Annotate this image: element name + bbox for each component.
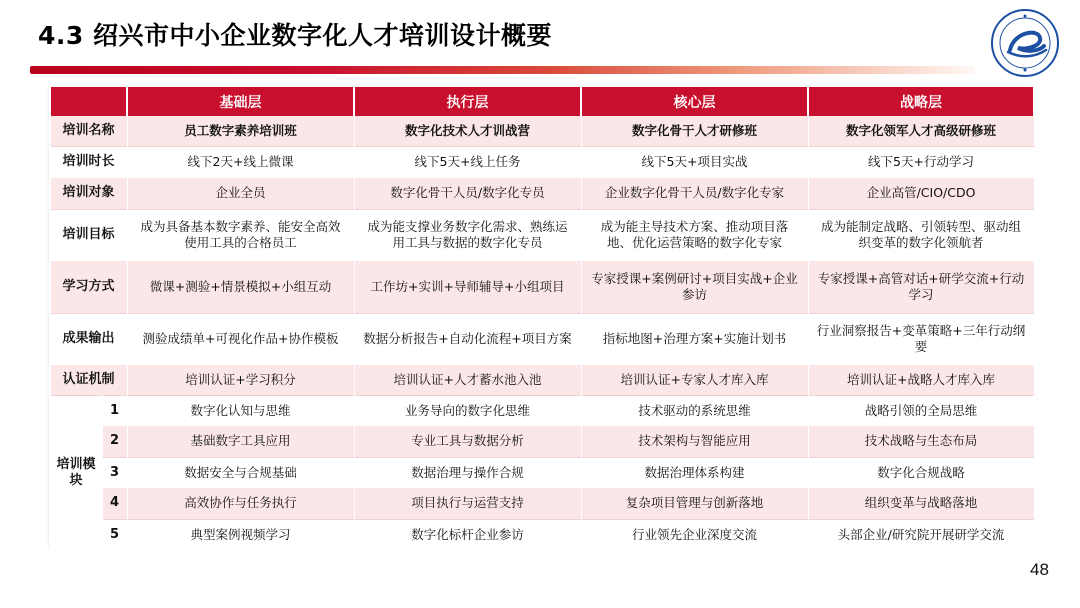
table-cell: 微课+测验+情景模拟+小组互动: [127, 261, 354, 313]
table-cell: 数字化领军人才高级研修班: [808, 116, 1034, 146]
school-logo: [990, 8, 1060, 78]
table-cell: 企业数字化骨干人员/数字化专家: [581, 178, 808, 209]
table-cell: 线下5天+线上任务: [354, 146, 581, 178]
table-cell: 指标地图+治理方案+实施计划书: [581, 313, 808, 365]
row-label-training-audience: 培训对象: [50, 178, 127, 209]
table-cell: 技术战略与生态布局: [808, 426, 1034, 457]
table-cell: 基础数字工具应用: [127, 426, 354, 457]
table-cell: 组织变革与战略落地: [808, 488, 1034, 519]
header-core-layer: 核心层: [581, 87, 808, 116]
table-cell: 企业全员: [127, 178, 354, 209]
table-row: [50, 209, 1034, 261]
row-label-training-goal: 培训目标: [50, 209, 127, 261]
table-cell: 战略引领的全局思维: [808, 395, 1034, 426]
table-cell: 数据安全与合规基础: [127, 457, 354, 488]
table-cell: 复杂项目管理与创新落地: [581, 488, 808, 519]
table-cell: 员工数字素养培训班: [127, 116, 354, 146]
table-cell: 成为能制定战略、引领转型、驱动组织变革的数字化领航者: [808, 209, 1034, 261]
page-number: 48: [1030, 560, 1049, 579]
module-number: 3: [102, 457, 127, 488]
table-cell: 测验成绩单+可视化作品+协作模板: [127, 313, 354, 365]
table-row: [50, 457, 1034, 488]
row-label-training-name: 培训名称: [50, 116, 127, 146]
table-cell: 技术架构与智能应用: [581, 426, 808, 457]
table-cell: 专家授课+案例研讨+项目实战+企业参访: [581, 261, 808, 313]
table-row: [50, 519, 1034, 550]
table-cell: 成为能主导技术方案、推动项目落地、优化运营策略的数字化专家: [581, 209, 808, 261]
header-execution-layer: 执行层: [354, 87, 581, 116]
table-cell: 线下5天+行动学习: [808, 146, 1034, 178]
table-row: [50, 395, 1034, 426]
module-number: 4: [102, 488, 127, 519]
table-cell: 培训认证+人才蓄水池入池: [354, 365, 581, 395]
table-row: [50, 261, 1034, 313]
title-accent-line: [30, 66, 975, 74]
table-cell: 项目执行与运营支持: [354, 488, 581, 519]
table-cell: 成为能支撑业务数字化需求、熟练运用工具与数据的数字化专员: [354, 209, 581, 261]
training-design-table-wrap: [49, 87, 1033, 545]
table-cell: 数字化标杆企业参访: [354, 519, 581, 550]
table-cell: 工作坊+实训+导师辅导+小组项目: [354, 261, 581, 313]
table-cell: 培训认证+专家人才库入库: [581, 365, 808, 395]
row-label-training-modules: 培训模块: [50, 395, 102, 550]
table-cell: 数字化骨干人才研修班: [581, 116, 808, 146]
table-cell: 线下2天+线上微课: [127, 146, 354, 178]
table-row: [50, 313, 1034, 365]
table-cell: 企业高管/CIO/CDO: [808, 178, 1034, 209]
table-cell: 行业洞察报告+变革策略+三年行动纲要: [808, 313, 1034, 365]
table-cell: 专业工具与数据分析: [354, 426, 581, 457]
row-label-outputs: 成果输出: [50, 313, 127, 365]
module-number: 5: [102, 519, 127, 550]
table-cell: 数字化认知与思维: [127, 395, 354, 426]
table-cell: 业务导向的数字化思维: [354, 395, 581, 426]
header-corner: [50, 87, 127, 116]
table-cell: 头部企业/研究院开展研学交流: [808, 519, 1034, 550]
table-row: [50, 488, 1034, 519]
table-cell: 技术驱动的系统思维: [581, 395, 808, 426]
module-number: 1: [102, 395, 127, 426]
table-cell: 线下5天+项目实战: [581, 146, 808, 178]
training-design-table: [49, 87, 1035, 550]
header-basic-layer: 基础层: [127, 87, 354, 116]
table-cell: 培训认证+学习积分: [127, 365, 354, 395]
table-row: [50, 426, 1034, 457]
table-header-row: [50, 87, 1034, 116]
table-cell: 数字化骨干人员/数字化专员: [354, 178, 581, 209]
table-cell: 数据治理与操作合规: [354, 457, 581, 488]
table-cell: 数字化合规战略: [808, 457, 1034, 488]
table-row: [50, 178, 1034, 209]
row-label-certification: 认证机制: [50, 365, 127, 395]
table-row: [50, 365, 1034, 395]
table-cell: 成为具备基本数字素养、能安全高效使用工具的合格员工: [127, 209, 354, 261]
table-cell: 高效协作与任务执行: [127, 488, 354, 519]
table-cell: 数据分析报告+自动化流程+项目方案: [354, 313, 581, 365]
header-strategic-layer: 战略层: [808, 87, 1034, 116]
table-cell: 专家授课+高管对话+研学交流+行动学习: [808, 261, 1034, 313]
module-number: 2: [102, 426, 127, 457]
table-cell: 典型案例视频学习: [127, 519, 354, 550]
table-row: [50, 116, 1034, 146]
table-cell: 培训认证+战略人才库入库: [808, 365, 1034, 395]
table-cell: 行业领先企业深度交流: [581, 519, 808, 550]
table-cell: 数据治理体系构建: [581, 457, 808, 488]
row-label-learning-method: 学习方式: [50, 261, 127, 313]
table-row: [50, 146, 1034, 178]
table-cell: 数字化技术人才训战营: [354, 116, 581, 146]
slide-title: 4.3 绍兴市中小企业数字化人才培训设计概要: [38, 21, 552, 50]
row-label-training-duration: 培训时长: [50, 146, 127, 178]
